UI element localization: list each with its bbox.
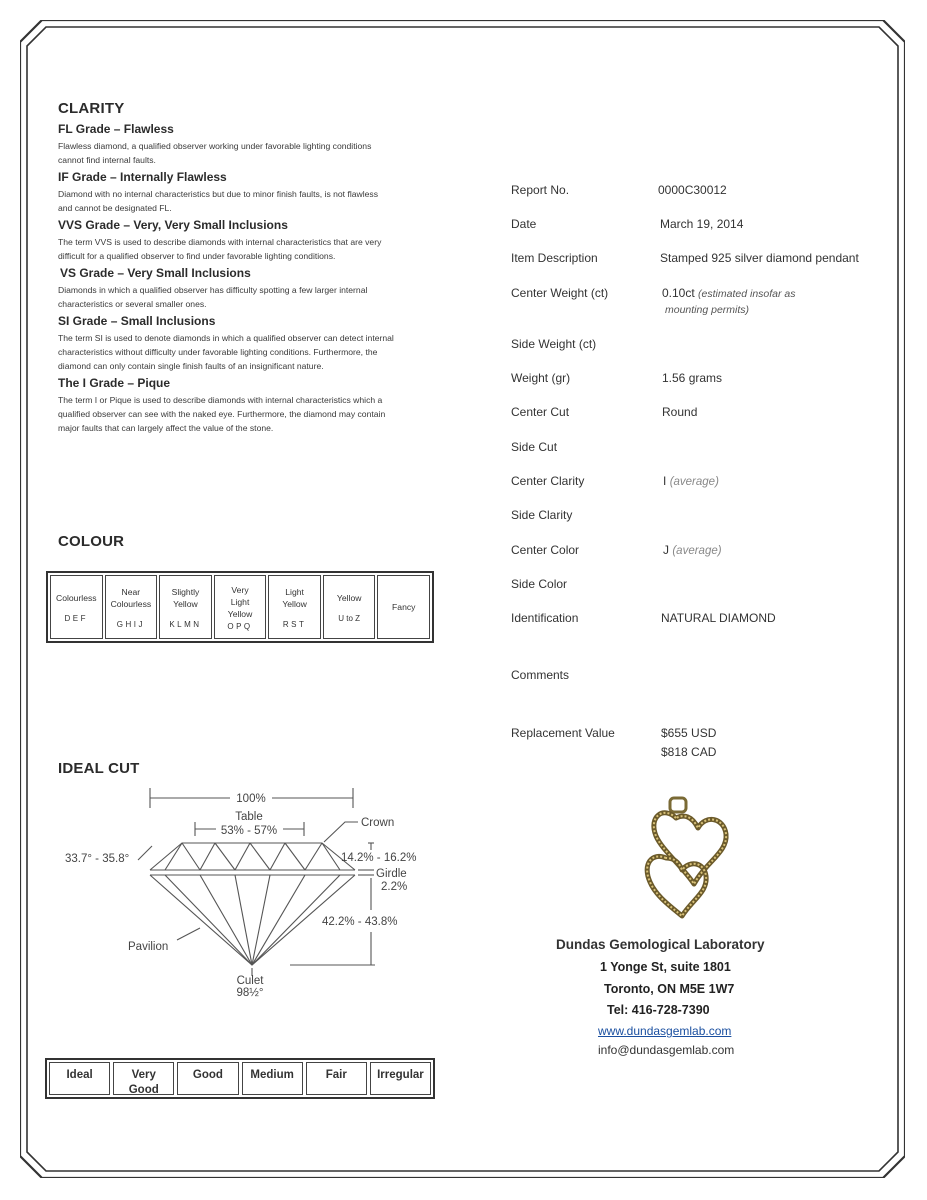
cell-label: Yellow (173, 598, 198, 609)
grade-vs (58, 266, 433, 314)
weight-label: Weight (gr) (511, 371, 571, 385)
center-weight-value (662, 286, 796, 302)
crown-height-label: 14.2% - 16.2% (341, 852, 417, 864)
center-weight-note-2: mounting permits) (665, 304, 750, 316)
identification-value: NATURAL DIAMOND (661, 611, 776, 625)
cell-grades: DEF (64, 613, 89, 623)
item-description-label: Item Description (511, 251, 598, 265)
cell-label: Good (192, 1069, 223, 1081)
center-color-label: Center Color (511, 543, 580, 557)
girdle-label: Girdle (376, 868, 407, 880)
colour-cell-light-yellow (268, 575, 321, 639)
desc-line: diamond can only contain single finish faults of an insignificant nature. (58, 361, 324, 371)
item-description-value: Stamped 925 silver diamond pendant (660, 251, 859, 265)
side-cut-label: Side Cut (511, 440, 558, 454)
colour-cell-near-colourless (105, 575, 158, 639)
desc-line: Diamond with no internal characteristics but due to minor finish faults, is not flawless (58, 189, 379, 199)
side-clarity-label: Side Clarity (511, 508, 573, 522)
grade-title: SI Grade – Small Inclusions (58, 314, 216, 328)
culet-value-label: 98½° (236, 987, 264, 999)
side-weight-label: Side Weight (ct) (511, 337, 597, 351)
center-cut-label: Center Cut (511, 405, 570, 419)
cell-label: Light (285, 586, 304, 597)
cell-label: Very (131, 1069, 156, 1081)
replacement-value-label: Replacement Value (511, 726, 615, 740)
colour-title: COLOUR (58, 533, 125, 550)
grade-description (58, 283, 433, 311)
grade-si (58, 314, 433, 376)
grade-fl (58, 122, 433, 170)
date-value: March 19, 2014 (660, 217, 744, 231)
cut-cell-good (177, 1062, 238, 1095)
date-label: Date (511, 217, 537, 231)
center-weight-number: 0.10ct (662, 286, 695, 300)
cell-label: Ideal (66, 1069, 93, 1081)
side-color-label: Side Color (511, 577, 568, 591)
cut-grade-table (45, 1058, 435, 1099)
cell-label: Colourless (55, 592, 97, 603)
cut-cell-fair (306, 1062, 367, 1095)
cell-grades: OPQ (227, 621, 253, 631)
grade-title: VS Grade – Very Small Inclusions (60, 266, 251, 280)
cell-grades: GHIJ (116, 619, 145, 629)
cell-label: Colourless (110, 598, 152, 609)
cut-cell-ideal (49, 1062, 110, 1095)
clarity-grade-list (58, 122, 433, 435)
culet-label: Culet (236, 975, 264, 987)
report-no-label: Report No. (511, 183, 570, 197)
center-color-note: (average) (672, 545, 722, 557)
center-weight-note: (estimated insofar as (698, 288, 796, 300)
desc-line: The term I or Pique is used to describe diamonds with internal characteristics which a (58, 395, 383, 405)
desc-line: Flawless diamond, a qualified observer working under favorable lighting conditions (58, 141, 372, 151)
lab-email[interactable]: info@dundasgemlab.com (598, 1043, 735, 1057)
cell-label: Yellow (227, 608, 253, 619)
grade-description (58, 139, 433, 167)
cell-label: Medium (250, 1069, 294, 1081)
desc-line: characteristics without difficulty under favorable lighting conditions. Furthermore, the (58, 347, 378, 357)
desc-line: qualified observer can see with the naked eye. Furthermore, the diamond may contain (58, 409, 386, 419)
center-clarity-value (663, 474, 719, 488)
lab-tel: Tel: 416-728-7390 (607, 1003, 710, 1017)
colour-cell-fancy (377, 575, 430, 639)
replacement-value-usd: $655 USD (661, 726, 717, 740)
colour-scale-table (46, 571, 434, 643)
grade-title: IF Grade – Internally Flawless (58, 170, 227, 184)
ideal-cut-title: IDEAL CUT (58, 760, 140, 777)
center-clarity-note: (average) (669, 476, 719, 488)
grade-description (58, 331, 433, 373)
report-no-value: 0000C30012 (658, 183, 727, 197)
colour-cell-yellow (323, 575, 376, 639)
colour-cell-very-light-yellow (214, 575, 267, 639)
desc-line: difficult for a qualified observer to find under favorable lighting conditions. (58, 251, 336, 261)
center-color-grade: J (663, 543, 669, 557)
crown-angle-label: 33.7° - 35.8° (65, 853, 130, 865)
cut-cell-medium (242, 1062, 303, 1095)
lab-address-2: Toronto, ON M5E 1W7 (604, 982, 735, 996)
cell-label: Fancy (392, 602, 416, 612)
desc-line: Diamonds in which a qualified observer has difficulty spotting a few larger internal (58, 285, 368, 295)
heart-pendant-image (636, 796, 736, 921)
pavilion-depth-label: 42.2% - 43.8% (322, 916, 398, 928)
desc-line: major faults that can largely affect the value of the stone. (58, 423, 274, 433)
grade-description (58, 187, 433, 215)
clarity-title: CLARITY (58, 100, 125, 117)
weight-value: 1.56 grams (662, 371, 723, 385)
desc-line: characteristics or several smaller ones. (58, 299, 207, 309)
grade-if (58, 170, 433, 218)
diamond-proportions-diagram (40, 780, 440, 1000)
cell-grades: KLMN (169, 619, 202, 629)
cell-grades: RST (282, 619, 307, 629)
lab-website-link[interactable]: www.dundasgemlab.com (598, 1024, 732, 1038)
desc-line: and cannot be designated FL. (58, 203, 172, 213)
identification-label: Identification (511, 611, 579, 625)
cut-cell-irregular (370, 1062, 431, 1095)
table-range-label: 53% - 57% (220, 825, 278, 837)
colour-cell-colourless (50, 575, 103, 639)
colour-cell-slightly-yellow (159, 575, 212, 639)
cell-label: Slightly (171, 586, 200, 597)
grade-title: VVS Grade – Very, Very Small Inclusions (58, 218, 288, 232)
grade-i (58, 376, 433, 435)
center-color-value (663, 543, 722, 557)
center-clarity-grade: I (663, 474, 667, 488)
center-weight-label: Center Weight (ct) (511, 286, 609, 300)
cell-label: Fair (325, 1069, 347, 1081)
cell-grades: U to Z (338, 613, 361, 623)
lab-address-1: 1 Yonge St, suite 1801 (600, 960, 731, 974)
cell-label: Very (231, 584, 249, 595)
pavilion-label: Pavilion (128, 941, 169, 953)
cell-label: Near (121, 586, 141, 597)
girdle-value-label: 2.2% (381, 881, 408, 893)
replacement-value-cad: $818 CAD (661, 745, 717, 759)
cell-label: Irregular (377, 1069, 424, 1081)
center-cut-value: Round (662, 405, 698, 419)
cell-label: Yellow (282, 598, 307, 609)
desc-line: The term VVS is used to describe diamonds with internal characteristics that are very (58, 237, 382, 247)
comments-label: Comments (511, 668, 570, 682)
crown-label: Crown (361, 817, 395, 829)
cut-cell-very-good (113, 1062, 174, 1095)
center-clarity-label: Center Clarity (511, 474, 585, 488)
cell-label: Light (230, 596, 250, 607)
cell-label: Good (128, 1084, 159, 1096)
desc-line: The term SI is used to denote diamonds in which a qualified observer can detect internal (58, 333, 394, 343)
desc-line: cannot find internal faults. (58, 155, 156, 165)
cell-label: Yellow (336, 592, 362, 603)
total-width-label: 100% (236, 793, 266, 805)
grade-description (58, 235, 433, 263)
grade-description (58, 393, 433, 435)
lab-name: Dundas Gemological Laboratory (556, 937, 765, 952)
grade-title: The I Grade – Pique (58, 376, 171, 390)
table-label: Table (235, 811, 263, 823)
grade-title: FL Grade – Flawless (58, 122, 174, 136)
grade-vvs (58, 218, 433, 266)
